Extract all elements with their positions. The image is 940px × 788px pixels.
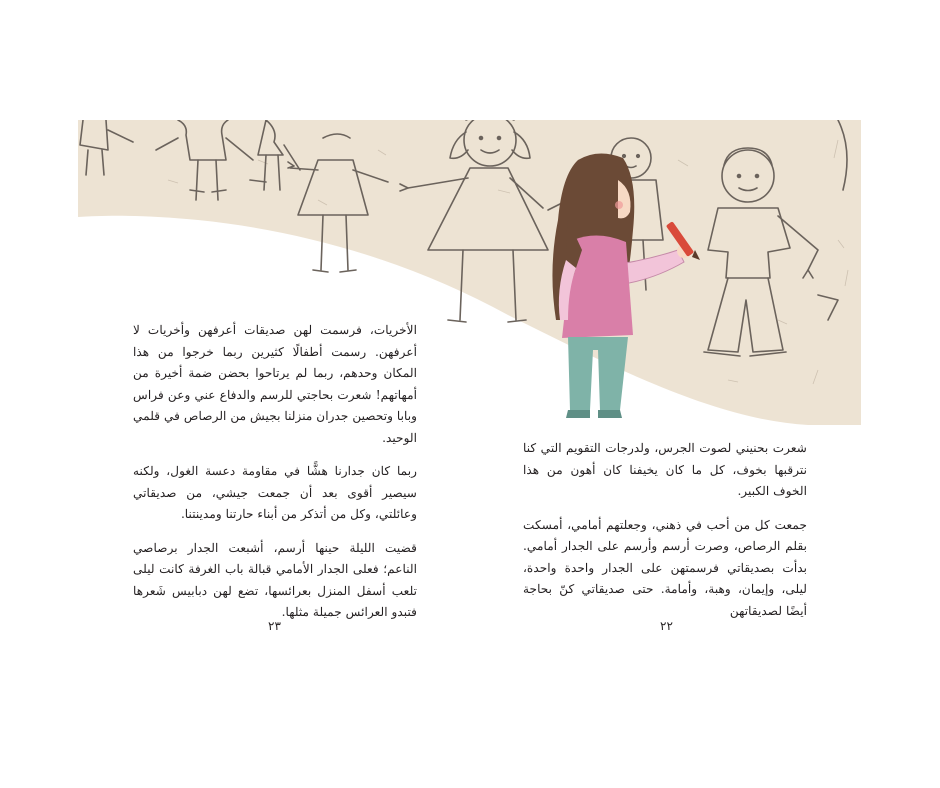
left-paragraph-2: ربما كان جدارنا هشًّا في مقاومة دعسة الغول، ولكنه سيصير أقوى بعد أن جمعت جيشي، من صديقاتي وعائلتي، وكل من أتذكر من أبناء حارتنا ومدينتنا. bbox=[133, 464, 417, 521]
right-paragraph-2: جمعت كل من أحب في ذهني، وجعلتهم أمامي، أمسكت بقلم الرصاص، وصرت أرسم وأرسم على الجدار أمامي. بدأت بصديقاتي فرسمتهن على الجدار واحدة واحدة، ليلى، وإيمان، وهبة، وأمامة. حتى صديقاتي كنّ بحاجة أيضًا لصديقاتهن bbox=[523, 517, 807, 618]
left-paragraph-3: قضيت الليلة حينها أرسم، أشبعت الجدار برصاصي الناعم؛ فعلى الجدار الأمامي قبالة باب الغرفة كانت ليلى تلعب أسفل المنزل بعرائسها، تضع لهن دبابيس شَعرها فتبدو العرائس جميلة مثلها. bbox=[133, 540, 417, 619]
right-paragraph-1: شعرت بحنيني لصوت الجرس، ولدرجات التقويم التي كنا نترقبها بخوف، كل ما كان يخيفنا كان أهون من هذا الخوف الكبير. bbox=[523, 441, 807, 498]
page-number-left: ٢٣ bbox=[268, 619, 281, 633]
left-paragraph-1: الأخريات، فرسمت لهن صديقات أعرفهن وأخريات لا أعرفهن. رسمت أطفالًا كثيرين ربما خرجوا من هذا المكان وحدهم، ربما لم يرتاحوا بحضن ضمة أخيرة من أمهاتهم! شعرت بحاجتي للرسم والدفاع عني وعن فراس وبابا وتحصين جدران منزلنا بجيش من الرصاص في قلمي الوحيد. bbox=[133, 323, 417, 445]
page-number-right: ٢٢ bbox=[660, 619, 673, 633]
right-page-text bbox=[523, 438, 807, 634]
left-page-text bbox=[133, 320, 417, 636]
